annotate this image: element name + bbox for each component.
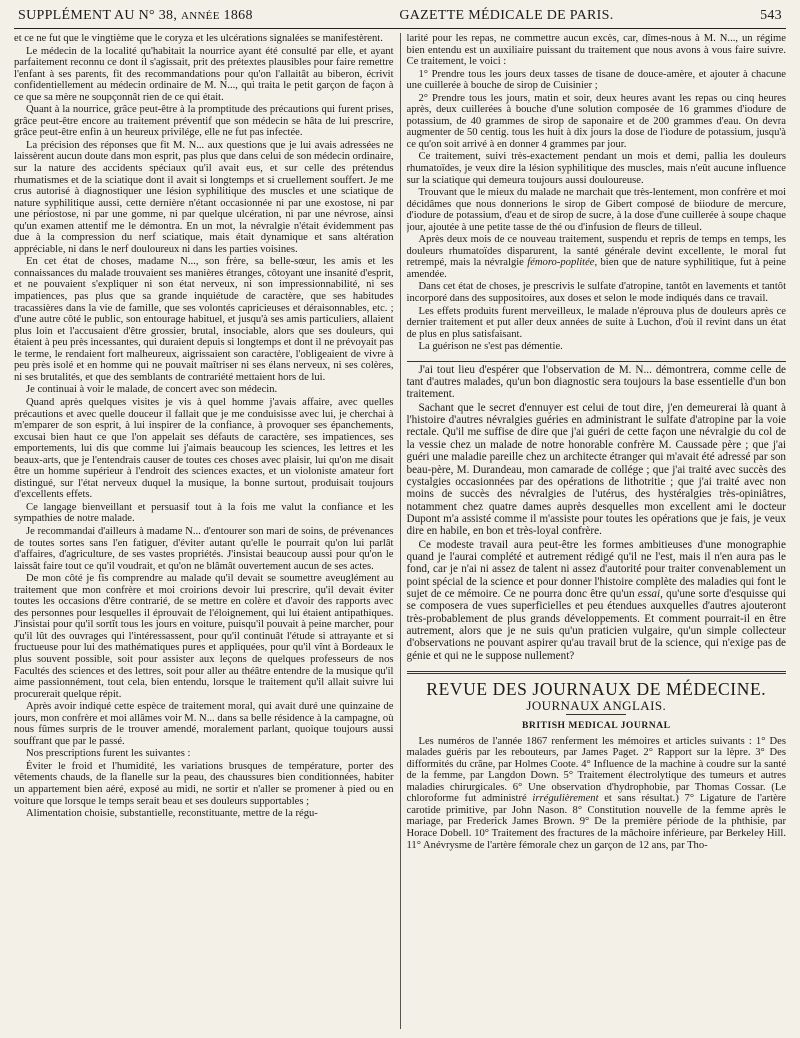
two-column-body — [14, 33, 786, 1029]
paragraph: Nos prescriptions furent les suivantes : — [26, 748, 191, 760]
paragraph: 2° Prendre tous les jours, matin et soir, deux heures avant les repas ou cinq heures après, deux cuillerées à bouche d'une solution composée de 16 grammes d'iodure de potassium, de 40 grammes de sirop de saponaire et de 200 grammes d'eau. On devra augmenter de 50 centig. tous les huit à dix jours la dose de l'iodure de potassium, jusqu'à ce qu'on soit arrivé à en donner 4 grammes par jour. — [406, 92, 786, 150]
left-column — [14, 33, 394, 1029]
page-number: 543 — [760, 8, 782, 23]
review-subtitle: JOURNAUX ANGLAIS. — [526, 697, 667, 713]
paragraph: En cet état de choses, madame N..., son frère, sa belle-sœur, les amis et les connaissances du malade trouvaient ses manières étranges, côtoyant une insanité d'esprit, et ne pouvaient s'expliquer ni son état nerveux, ni son impressionnabilité, ni ses impatiences, pas plus que sa grande inquiétude de caractère, que ses habitudes tracassières dans la vie de famille, que ses volontés capricieuses et déraisonnables, etc. ; d'une autre côté le public, son entourage habituel, et jusqu'à ses amis particuliers, allaient plus loin et l'accusaient d'être grossier, brutal, insociable, alors que ses douleurs, qui étaient à peu près incessantes, qui duraient depuis si longtemps et dont il ne prévoyait pas le terme, le rendaient fort malheureux, aigrissaient son caractère, l'obligeaient de vivre à peu près isolé et en homme qui ne pouvait maîtriser ni ses élans nerveux, ni ses colères, ni ses brutalités, et que des semblants de contrariété mettaient hors de lui. — [14, 256, 394, 383]
paragraph: 1° Prendre tous les jours deux tasses de tisane de douce-amère, et ajouter à chacune une cuillerée à bouche de sirop de Cuisinier ; — [406, 68, 786, 92]
paragraph: La précision des réponses que fit M. N... aux questions que je lui avais adressées ne laissèrent aucun doute dans mon esprit, pas plus que dans celui de son médecin ordinaire, sur la nature des accidents spéciaux qu'il avait eus, et sur celle des prétendus rhumatismes et de la sciatique dont il avait si longtemps et si cruellement souffert. Je me crus autorisé à diagnostiquer une lésion syphilitique des muscles et une sciatique de nature syphilitique aussi, cette dernière n'étant occasionnée ni par une exostose, ni par une périostose, ni par une gomme, ni par quelque ulcération, ni par une névrose, ainsi qu'un examen attentif me le démontra. En un mot, la névralgie n'était évidemment pas due à la compression du nerf sciatique, mais était dynamique et sans altération appréciable, ni dans le nerf douloureux ni dans les parties voisines. — [14, 139, 394, 255]
subtitle-rule — [566, 714, 626, 715]
header-rule — [14, 28, 786, 29]
paragraph: De mon côté je fis comprendre au malade qu'il devait se soumettre aveuglément au traitement que mon confrère et moi croirions devoir lui prescrire, qu'il devait éviter toutes les occasions d'être contrarié, de se mettre en colère et d'avoir des rapports avec des personnes pour lesquelles il éprouvait de l'éloignement, qui lui étaient antipathiques. J'insistai pour qu'il sortît tous les jours en voiture, puisqu'il pouvait à peine marcher, pour qu'il lût des ouvrages qui l'intéressassent, pour qu'il continuât l'étude si attrayante et si fructueuse pour lui des mathématiques pures et appliquées, pour qu'il vînt à Bordeaux le plus souvent possible, soit pour assister aux leçons de quelques professeurs de nos Facultés des sciences et des lettres, soit pour aller au théâtre entendre de la musique qu'il aime passionnément, tout cela, bien entendu, lorsque le traitement qu'il allait suivre lui procurerait quelque répit. — [14, 573, 394, 700]
right-column — [407, 33, 787, 1029]
paragraph: J'ai tout lieu d'espérer que l'observation de M. N... démontrera, comme celle de tant d'autres malades, qu'un bon diagnostic sera toujours la base essentielle d'un bon traitement. — [406, 363, 786, 401]
supplement-label: SUPPLÉMENT AU N° 38, ANNÉE 1868 — [18, 8, 253, 23]
paragraph: Éviter le froid et l'humidité, les variations brusques de température, porter des vêtements chauds, de la flanelle sur la peau, des chaussures bien conditionnées, habiter un appartement bien aéré, exposé au midi, ne sortir et n'aller se promener à pied ou en voiture que lorsque le temps serait beau et ses douleurs supportables ; — [14, 760, 394, 807]
paragraph: La guérison ne s'est pas démentie. — [418, 341, 563, 353]
running-head — [14, 8, 786, 26]
paragraph: Sachant que le secret d'ennuyer est celui de tout dire, j'en demeurerai là quant à l'histoire d'autres névralgies guéries en administrant le sulfate d'atropine par la voie rectale. Qu'il me suffise de dire que j'ai guéri de cette façon une névralgie du col de la vessie chez un malade de notre honorable confrère M. Caussade père ; que j'ai guéri une maladie pareille chez un architecte étranger qui m'avait été adressé par son beau-père, M. Durandeau, mon camarade de collége ; que j'ai traité avec succès des cystalgies occasionnées par des opérations de lithotritie ; que j'ai traité avec non moins de succès des névralgies de l'utérus, des hystéralgies très-opiniâtres, notamment chez quatre dames auprès desquelles mon excellent ami le docteur Dupont m'a assisté comme il m'assiste pour toutes les opérations que je fais, je veux dire en habile, en bon et très-loyal confrère. — [406, 401, 786, 538]
column-divider — [400, 33, 401, 1029]
paragraph: Dans cet état de choses, je prescrivis le sulfate d'atropine, tantôt en lavements et tantôt incorporé dans des suppositoires, aux doses et selon le mode indiqués dans ce travail. — [406, 281, 786, 305]
paragraph: Ce langage bienveillant et persuasif tout à la fois me valut la confiance et les sympathies de notre malade. — [14, 501, 394, 525]
paragraph: Je continuai à voir le malade, de concert avec son médecin. — [26, 384, 278, 396]
paragraph: Alimentation choisie, substantielle, reconstituante, mettre de la régu- — [26, 808, 318, 820]
journal-title: GAZETTE MÉDICALE DE PARIS. — [399, 8, 614, 23]
paragraph: Les numéros de l'année 1867 renferment les mémoires et articles suivants : 1° Des malades guéris par les rebouteurs, par James Paget. 2° Rapport sur la lèpre. 3° Des difformités du crâne, par Holmes Coote. 4° Influence de la machine à coudre sur la santé de la femme, par Langdon Down. 5° Traitement électrolytique des tumeurs et autres maladies chirurgicales. 6° Une observation d'hydrophobie, par Thomas Cossar. (Le chloroforme fut administré irrégulièrement et sans résultat.) 7° Ligature de l'artère carotide primitive, par John Nason. 8° Constitution nouvelle de la femme après le mariage, par Frederick James Brown. 9° De la première période de la phthisie, par Horace Dobell. 10° Traitement des fractures de la mâchoire inférieure, par Berkeley Hill. 11° Anévrysme de l'artère fémorale chez un garçon de 12 ans, par Tho- — [406, 735, 786, 851]
paragraph: Après avoir indiqué cette espèce de traitement moral, qui avait duré une quinzaine de jours, mon confrère et moi allâmes voir M. N... dans sa belle résidence à la campagne, où nous fûmes surpris de le trouver amendé, moralement parlant, quoique toujours aussi souffrant que par le passé. — [14, 701, 394, 747]
paragraph: Quand après quelques visites je vis à quel homme j'avais affaire, avec quelles précautions et avec quelle douceur il fallait que je me conduisisse avec lui, je cherchai à m'emparer de son esprit, à lui inspirer de la confiance, à provoquer ses épanchements, excusai bien haut ce que l'on appelait ses défauts de caractère, ses impatiences, ses emportements, lui dis que comme lui j'aimais beaucoup les sciences, les lettres et les beaux-arts, que je l'entendrais causer de toutes ces choses avec plaisir, lui qu'on me disait être un homme supérieur à l'endroit des sciences exactes, et un violoniste amateur fort distingué, sur l'état nerveux duquel la musique, la bonne surtout, produisait toujours d'excellents effets. — [14, 396, 394, 501]
paragraph: Ce modeste travail aura peut-être les formes ambitieuses d'une monographie quand je l'aurai complété et autrement rédigé qu'il ne l'est, mais il n'en aura pas le fond, car je n'ai ni assez de talent ni assez d'autorité pour traiter convenablement un point spécial de la science et pour donner l'histoire complète des maladies qui font le sujet de ce mémoire. Ce ne pourra donc être qu'un essai, qu'une sorte d'esquisse qui se composera de vues superficielles et peu étendues auxquelles d'autres ajouteront très-probablement de plus grands développements. Et comment pourrait-il en être autrement, alors que je ne suis qu'un praticien vulgaire, qu'un simple collecteur d'observations ne pouvant aspirer qu'au travail brut de la science, qui n'exige pas de génie et qui ne le suppose nullement? — [406, 538, 786, 662]
section-double-rule — [407, 671, 787, 674]
paragraph: Ce traitement, suivi très-exactement pendant un mois et demi, pallia les douleurs rhumatoïdes, je veux dire la lésion syphilitique des muscles, mais n'eût aucune influence sur la sciatique qui demeura toujours aussi douloureuse. — [406, 151, 786, 186]
paragraph: et ce ne fut que le vingtième que le coryza et les ulcérations signalées se manifestèrent. — [14, 33, 383, 44]
paragraph: Le médecin de la localité qu'habitait la nourrice ayant été consulté par elle, et ayant parfaitement reconnu ce dont il s'agissait, prit des prétextes plausibles pour faire remettre l'enfant à ses parents, fit des recommandations pour qu'on l'allaitât au biberon, écrivit confidentiellement au médecin ordinaire de M. N..., qui traita le petit garçon de façon à ce que sa mère ne soupçonnât rien de ce qui était. — [14, 45, 394, 103]
paragraph: Trouvant que le mieux du malade ne marchait que très-lentement, mon confrère et moi décidâmes que nous donnerions le sirop de Gibert composé de biiodure de mercure, d'iodure de potassium, d'eau et de sirop de sucre, à la dose d'une cuillerée à soupe chaque jour, ajoutée à une petite tasse de thé ou d'infusion de fleurs de tilleul. — [406, 187, 786, 233]
paragraph: larité pour les repas, ne commettre aucun excès, car, dîmes-nous à M. N..., un régime bien entendu est un auxiliaire puissant du traitement que nous avons à vous faire suivre. Ce traitement, le voici : — [406, 33, 786, 68]
journal-heading: BRITISH MEDICAL JOURNAL — [522, 720, 671, 732]
section-rule — [407, 361, 787, 362]
paragraph: Les effets produits furent merveilleux, le malade n'éprouva plus de douleurs après ce dernier traitement et put aller deux années de suite à Luchon, d'où il revint dans un état de plus en plus satisfaisant. — [406, 305, 786, 340]
paragraph: Après deux mois de ce nouveau traitement, suspendu et repris de temps en temps, les douleurs rhumatoïdes disparurent, la santé générale devint excellente, le moral fut retrempé, mais la névralgie fémoro-poplitée, bien que de nature syphilitique, fut à peine amendée. — [406, 234, 786, 280]
paragraph: Je recommandai d'ailleurs à madame N... d'entourer son mari de soins, de prévenances de toutes sortes sans l'en fatiguer, d'éviter autant qu'elle le pourrait qu'on lui parlât d'affaires, d'agriculture, de ses vastes propriétés. J'insistai beaucoup aussi pour qu'on le laissât faire tout ce qu'il voudrait, et qu'on ne blâmât ouvertement aucun de ses actes. — [14, 525, 394, 572]
review-title: REVUE DES JOURNAUX DE MÉDECINE. — [426, 679, 767, 700]
paragraph: Quant à la nourrice, grâce peut-être à la promptitude des précautions qui furent prises, grâce peut-être encore au traitement préventif que son médecin se hâta de lui prescrire, grâce peut-être enfin à un heureux privilége, elle ne fut pas infectée. — [14, 104, 394, 139]
conclusion-block — [407, 364, 787, 662]
